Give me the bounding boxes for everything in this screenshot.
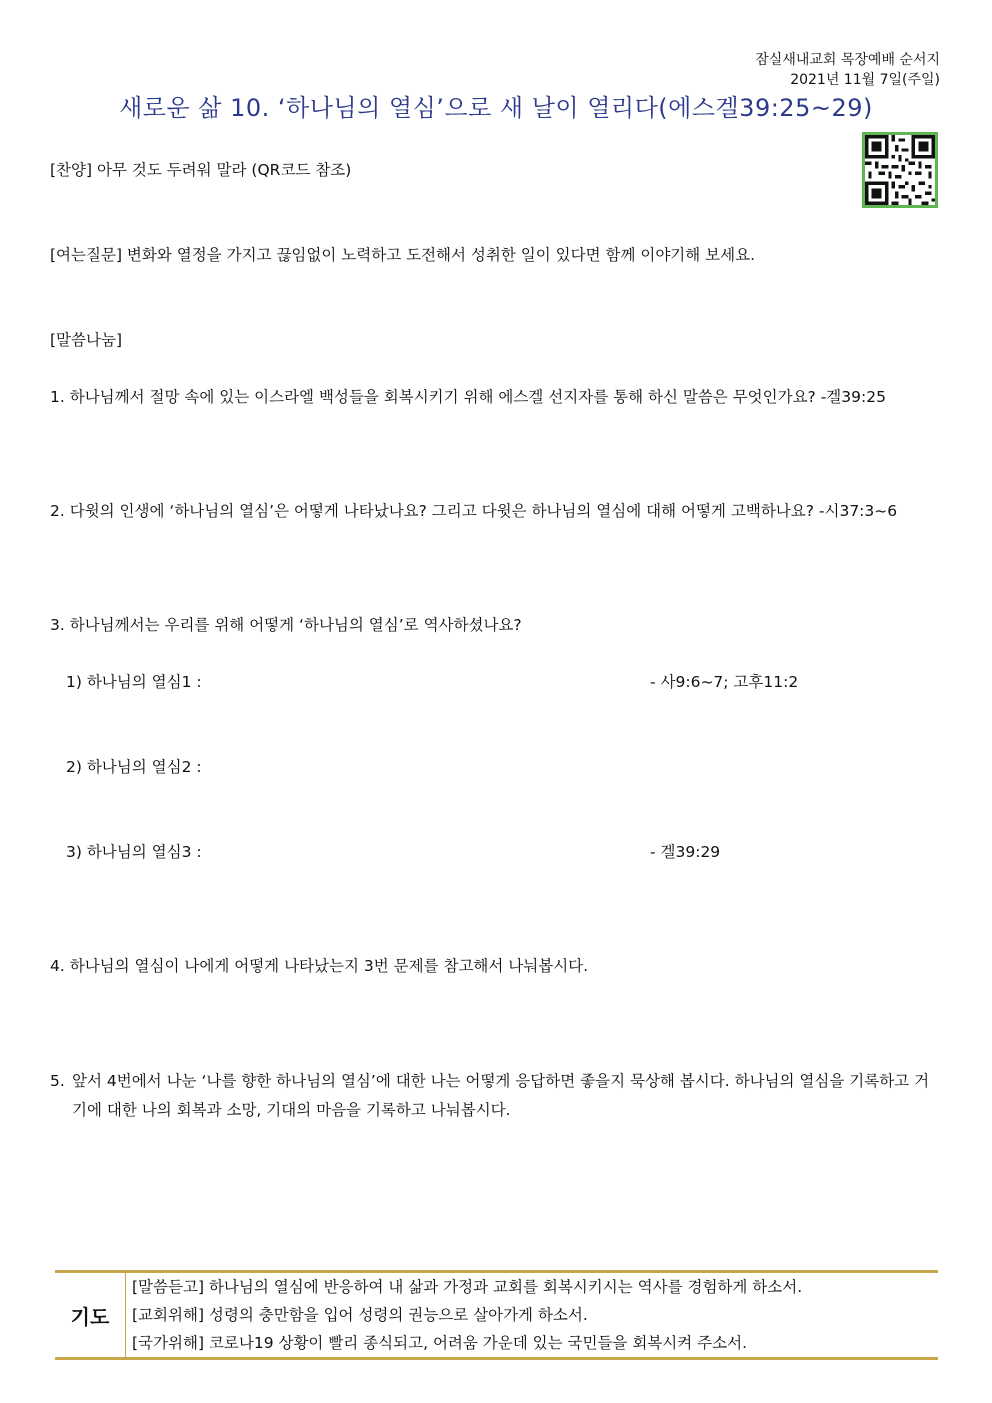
word-section-label: [말씀나눔] xyxy=(50,331,122,349)
sub-item-1-reference: - 사9:6~7; 고후11:2 xyxy=(650,673,799,691)
sub-item-3-reference: - 겔39:29 xyxy=(650,843,721,861)
qr-code-icon[interactable] xyxy=(862,132,938,208)
question-5-text: 앞서 4번에서 나눈 ‘나를 향한 하나님의 열심’에 대한 나는 어떻게 응답하면 좋을지 묵상해 봅시다. 하나님의 열심을 기록하고 거기에 대한 나의 회복과 소망, 기대의 마음을 기록하고 나눠봅시다. xyxy=(72,1072,930,1119)
prayer-list xyxy=(125,1273,938,1357)
question-4: 4. 하나님의 열심이 나에게 어떻게 나타났는지 3번 문제를 참고해서 나눠봅시다. xyxy=(50,957,589,975)
prayer-item-nation: [국가위해] 코로나19 상황이 빨리 종식되고, 어려움 가운데 있는 국민들을 회복시켜 주소서. xyxy=(132,1334,747,1352)
sub-item-3-label: 3) 하나님의 열심3 : xyxy=(66,843,202,861)
prayer-item-word: [말씀듣고] 하나님의 열심에 반응하여 내 삶과 가정과 교회를 회복시키시는 역사를 경험하게 하소서. xyxy=(132,1278,803,1296)
qr-code-graphic xyxy=(865,135,935,205)
service-date: 2021년 11월 7일(주일) xyxy=(790,72,940,88)
prayer-box xyxy=(55,1270,938,1360)
page-title: 새로운 삶 10. ‘하나님의 열심’으로 새 날이 열리다(에스겔39:25~29) xyxy=(119,94,873,122)
question-2: 2. 다윗의 인생에 ‘하나님의 열심’은 어떻게 나타났나요? 그리고 다윗은 하나님의 열심에 대해 어떻게 고백하나요? -시37:3~6 xyxy=(50,502,898,520)
opening-question: [여는질문] 변화와 열정을 가지고 끊임없이 노력하고 도전해서 성취한 일이 있다면 함께 이야기해 보세요. xyxy=(50,246,756,264)
hymn-line: [찬양] 아무 것도 두려워 말라 (QR코드 참조) xyxy=(50,161,352,179)
question-5-number: 5. xyxy=(50,1072,65,1090)
sub-item-1-label: 1) 하나님의 열심1 : xyxy=(66,673,202,691)
prayer-label: 기도 xyxy=(70,1304,110,1329)
question-1: 1. 하나님께서 절망 속에 있는 이스라엘 백성들을 회복시키기 위해 에스겔 선지자를 통해 하신 말씀은 무엇인가요? -겔39:25 xyxy=(50,388,886,406)
prayer-item-church: [교회위해] 성령의 충만함을 입어 성령의 권능으로 살아가게 하소서. xyxy=(132,1306,588,1324)
question-3: 3. 하나님께서는 우리를 위해 어떻게 ‘하나님의 열심’로 역사하셨나요? xyxy=(50,616,522,634)
sub-item-2-label: 2) 하나님의 열심2 : xyxy=(66,758,202,776)
question-5 xyxy=(50,1067,942,1125)
church-name: 잠실새내교회 목장예배 순서지 xyxy=(755,52,940,68)
